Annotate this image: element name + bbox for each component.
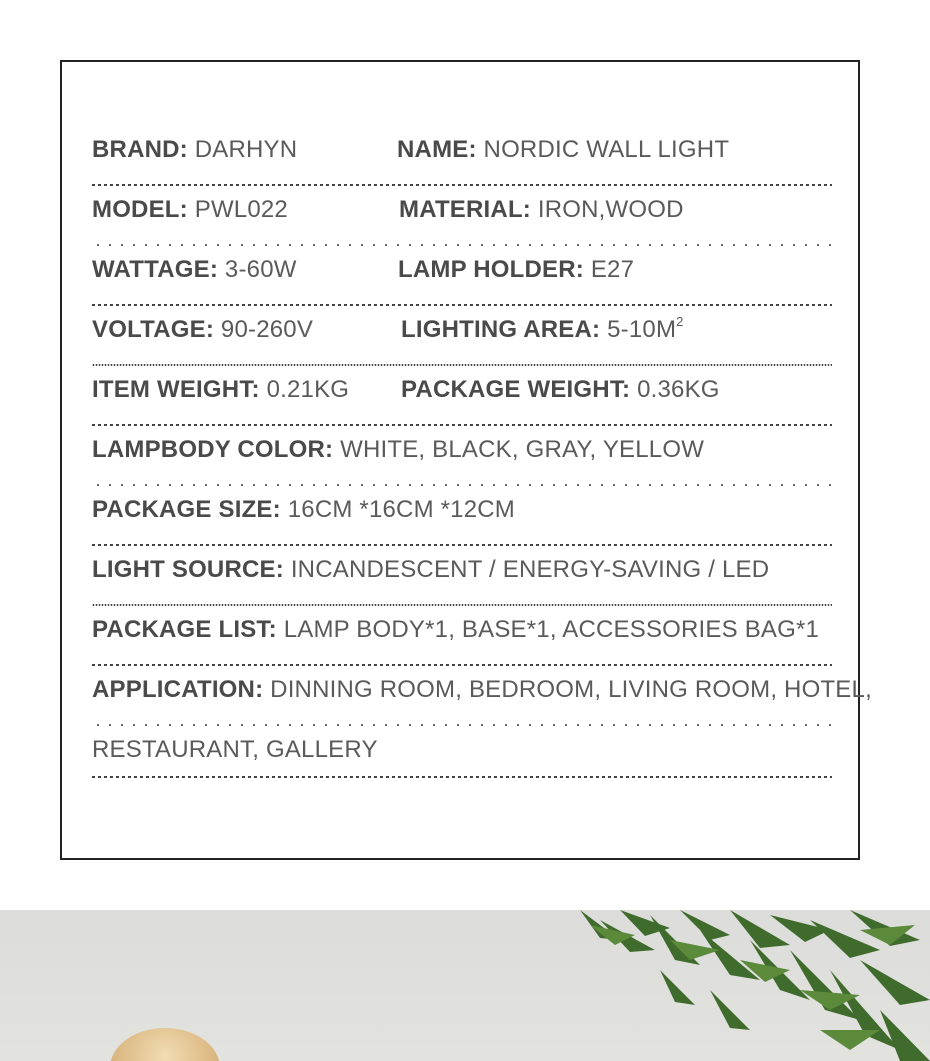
spec-label: LIGHT SOURCE: — [92, 556, 284, 583]
spec-label: MATERIAL: — [399, 196, 531, 223]
spec-value: 90-260V — [220, 316, 314, 343]
spec-lighting-area — [401, 310, 684, 350]
spec-value: 16CM *16CM *12CM — [287, 496, 515, 523]
spec-row-application-cont — [92, 730, 832, 790]
spec-material — [399, 190, 684, 230]
spec-brand — [92, 130, 297, 170]
dotted-divider — [92, 544, 832, 546]
spec-label: WATTAGE: — [92, 256, 219, 283]
spec-value: 3-60W — [224, 256, 297, 283]
spec-label: MODEL: — [92, 196, 188, 223]
spec-value: DINNING ROOM, BEDROOM, LIVING ROOM, HOTEL, — [270, 676, 872, 703]
spec-label: LIGHTING AREA: — [401, 316, 601, 343]
dotted-divider — [92, 244, 832, 246]
spec-lamp-holder — [398, 250, 634, 290]
spec-row-application — [92, 670, 872, 730]
spec-row-weights — [92, 370, 832, 430]
spec-row-model-material — [92, 190, 832, 250]
spec-row-brand-name — [92, 130, 832, 190]
spec-value: 5-10M — [607, 316, 677, 343]
spec-label: PACKAGE SIZE: — [92, 496, 281, 523]
plant-leaves-image — [560, 910, 930, 1061]
spec-label: APPLICATION: — [92, 676, 264, 703]
spec-value: LAMP BODY*1, BASE*1, ACCESSORIES BAG*1 — [283, 616, 820, 643]
dotted-divider — [92, 664, 832, 666]
wood-lamp-base — [110, 1028, 220, 1061]
spec-package-list — [92, 610, 819, 650]
spec-value: 0.21KG — [266, 376, 350, 403]
spec-row-package-size — [92, 490, 832, 550]
spec-value: NORDIC WALL LIGHT — [483, 136, 730, 163]
spec-value: INCANDESCENT / ENERGY-SAVING / LED — [290, 556, 770, 583]
spec-row-voltage-area — [92, 310, 832, 370]
spec-package-weight — [401, 370, 720, 410]
spec-item-weight — [92, 370, 349, 410]
spec-voltage — [92, 310, 313, 350]
dotted-divider — [92, 424, 832, 426]
spec-value: PWL022 — [194, 196, 288, 223]
dotted-divider — [92, 184, 832, 186]
spec-value: RESTAURANT, GALLERY — [92, 736, 378, 763]
spec-application — [92, 670, 872, 710]
spec-label: ITEM WEIGHT: — [92, 376, 260, 403]
dotted-divider — [92, 364, 832, 366]
superscript: 2 — [676, 314, 684, 329]
spec-application-continued — [92, 730, 378, 770]
spec-lampbody-color — [92, 430, 704, 470]
spec-model — [92, 190, 288, 230]
spec-label: PACKAGE LIST: — [92, 616, 277, 643]
spec-table — [60, 60, 872, 860]
spec-label: VOLTAGE: — [92, 316, 215, 343]
dotted-divider — [92, 724, 832, 726]
spec-label: NAME: — [397, 136, 477, 163]
spec-wattage — [92, 250, 297, 290]
spec-value: E27 — [590, 256, 635, 283]
spec-label: LAMPBODY COLOR: — [92, 436, 334, 463]
product-photo — [0, 910, 930, 1061]
spec-label: PACKAGE WEIGHT: — [401, 376, 631, 403]
spec-value: DARHYN — [194, 136, 298, 163]
dotted-divider — [92, 776, 832, 778]
spec-row-light-source — [92, 550, 832, 610]
spec-label: LAMP HOLDER: — [398, 256, 584, 283]
dotted-divider — [92, 304, 832, 306]
spec-package-size — [92, 490, 515, 530]
spec-value: 0.36KG — [637, 376, 720, 403]
spec-row-wattage-holder — [92, 250, 832, 310]
spec-value: WHITE, BLACK, GRAY, YELLOW — [340, 436, 705, 463]
dotted-divider — [92, 484, 832, 486]
spec-label: BRAND: — [92, 136, 188, 163]
spec-row-lampbody-color — [92, 430, 832, 490]
spec-row-package-list — [92, 610, 832, 670]
spec-value: IRON,WOOD — [537, 196, 684, 223]
spec-light-source — [92, 550, 769, 590]
dotted-divider — [92, 604, 832, 606]
spec-name — [397, 130, 729, 170]
